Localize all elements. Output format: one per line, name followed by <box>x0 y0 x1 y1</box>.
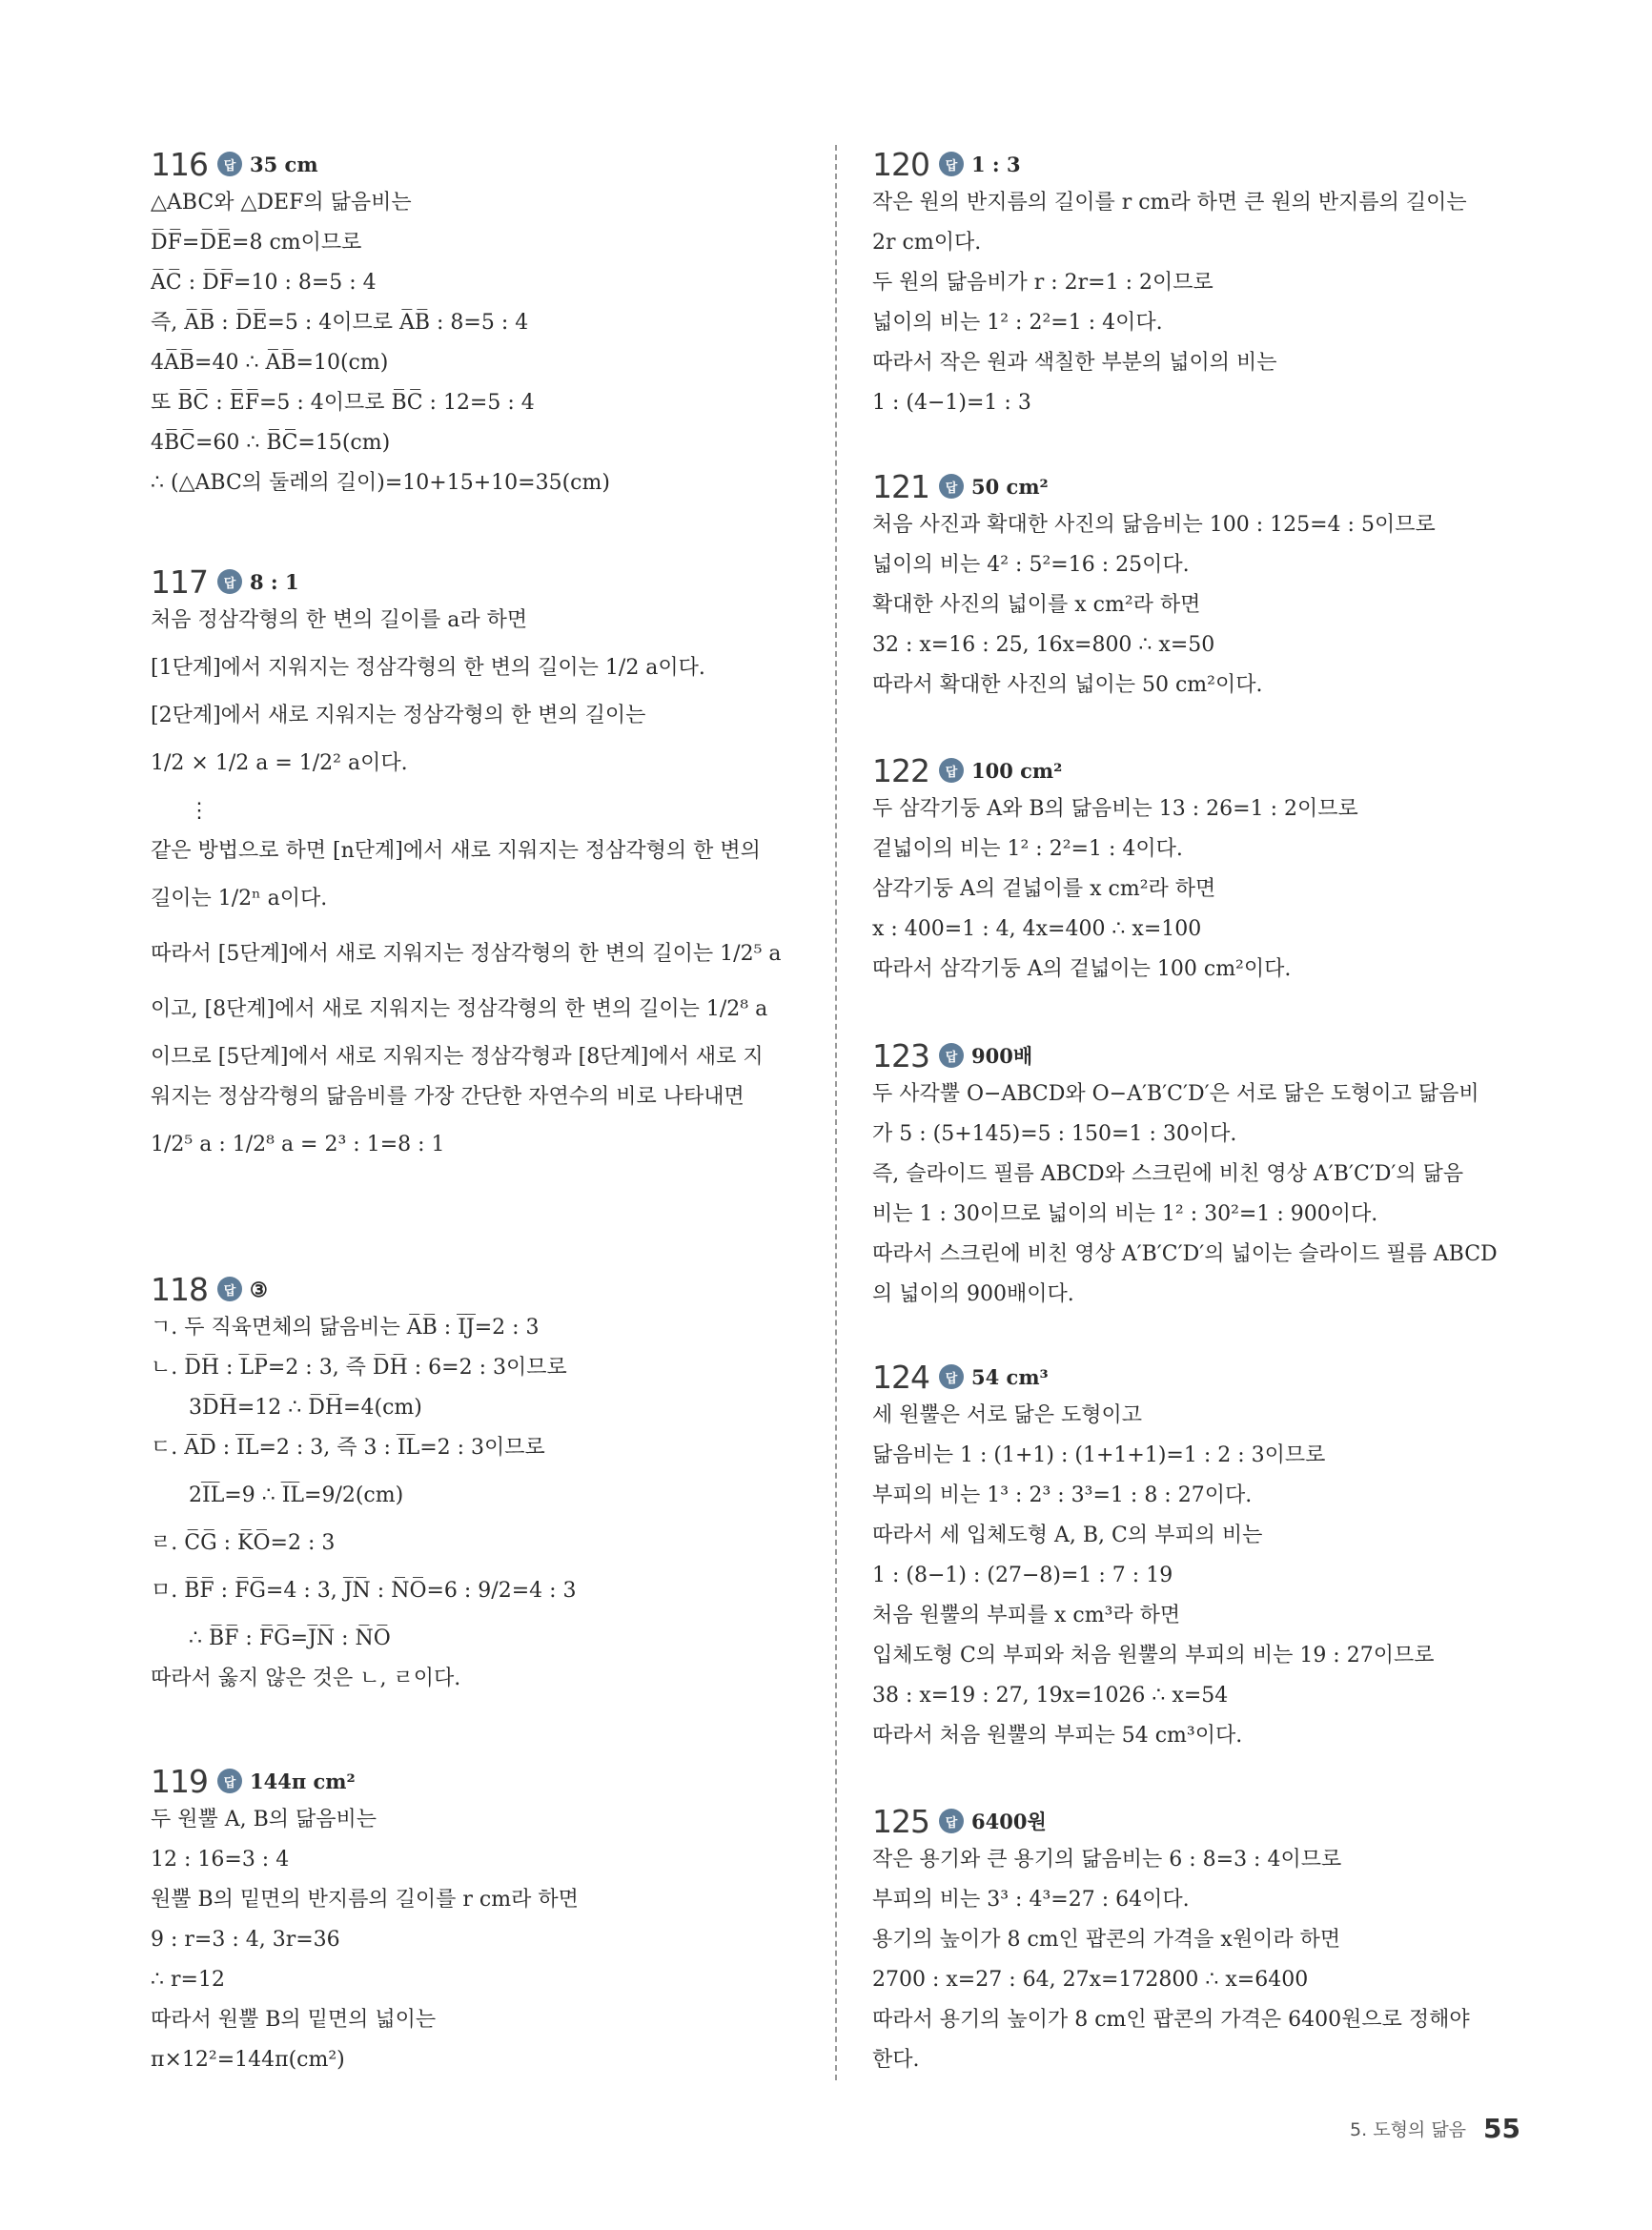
problem-124 <box>872 1358 1530 1756</box>
solution-line: π×12²=144π(cm²) <box>151 2048 345 2072</box>
problem-118 <box>151 1270 808 1699</box>
solution-line: 용기의 높이가 8 cm인 팝콘의 가격을 x원이라 하면 <box>872 1928 1341 1952</box>
problem-116 <box>151 145 808 503</box>
solution-line: 12 : 16=3 : 4 <box>151 1848 290 1872</box>
solution-line: ㄴ. D̅H̅ : L̅P̅=2 : 3, 즉 D̅H̅ : 6=2 : 3이므로 <box>151 1356 567 1380</box>
problem-header <box>151 563 808 601</box>
problem-header <box>872 751 1530 789</box>
solution-line: 즉, A̅B̅ : D̅E̅=5 : 4이므로 A̅B̅ : 8=5 : 4 <box>151 311 529 335</box>
solution-line: 따라서 스크린에 비친 영상 A′B′C′D′의 넓이는 슬라이드 필름 ABCD <box>872 1242 1498 1266</box>
solution-line: 따라서 작은 원과 색칠한 부분의 넓이의 비는 <box>872 351 1277 375</box>
answer-text: 54 cm³ <box>971 1364 1049 1389</box>
solution-line: ㅁ. B̅F̅ : F̅G̅=4 : 3, J̅N̅ : N̅O̅=6 : 9/2=4 : 3 <box>151 1579 577 1603</box>
answer-text: 35 cm <box>250 152 318 176</box>
page-footer <box>1350 2113 1520 2144</box>
solution-line: △ABC와 △DEF의 닮음비는 <box>151 191 412 215</box>
solution-line: 닮음비는 1 : (1+1) : (1+1+1)=1 : 2 : 3이므로 <box>872 1443 1326 1467</box>
solution-line: 넓이의 비는 4² : 5²=16 : 25이다. <box>872 553 1190 577</box>
solution-line: 비는 1 : 30이므로 넓이의 비는 1² : 30²=1 : 900이다. <box>872 1202 1378 1226</box>
solution-line: 이고, [8단계]에서 새로 지워지는 정삼각형의 한 변의 길이는 1/2⁸ a <box>151 997 768 1021</box>
solution-line: 따라서 처음 원뿔의 부피는 54 cm³이다. <box>872 1724 1243 1748</box>
problem-120 <box>872 145 1530 423</box>
solution-line: 워지는 정삼각형의 닮음비를 가장 간단한 자연수의 비로 나타내면 <box>151 1085 744 1109</box>
problem-number: 119 <box>151 1762 208 1800</box>
solution-line: 따라서 세 입체도형 A, B, C의 부피의 비는 <box>872 1524 1263 1547</box>
solution-line: 두 사각뿔 O−ABCD와 O−A′B′C′D′은 서로 닮은 도형이고 닮음비 <box>872 1082 1479 1106</box>
solution-line: 한다. <box>872 2048 920 2072</box>
solution-line: 겉넓이의 비는 1² : 2²=1 : 4이다. <box>872 837 1183 861</box>
answer-badge: 답 <box>939 1809 964 1833</box>
solution-line: ∴ r=12 <box>151 1968 225 1992</box>
solution-line: 입체도형 C의 부피와 처음 원뿔의 부피의 비는 19 : 27이므로 <box>872 1644 1435 1667</box>
solution-line: 처음 원뿔의 부피를 x cm³라 하면 <box>872 1604 1181 1627</box>
problem-header <box>872 1802 1530 1840</box>
answer-badge: 답 <box>939 152 964 176</box>
solution-line: ㄹ. C̅G̅ : K̅O̅=2 : 3 <box>151 1531 336 1555</box>
problem-121 <box>872 467 1530 706</box>
problem-117 <box>151 563 808 1173</box>
solution-line: ⋮ <box>189 799 210 823</box>
solution-line: 1 : (4−1)=1 : 3 <box>872 391 1031 415</box>
solution-line: 4B̅C̅=60 ∴ B̅C̅=15(cm) <box>151 431 391 455</box>
answer-badge: 답 <box>939 1364 964 1389</box>
solution-line: 확대한 사진의 넓이를 x cm²라 하면 <box>872 593 1201 617</box>
solution-line: 넓이의 비는 1² : 2²=1 : 4이다. <box>872 311 1163 335</box>
solution-line: 3D̅H̅=12 ∴ D̅H̅=4(cm) <box>189 1396 422 1420</box>
solution-line: 삼각기둥 A의 겉넓이를 x cm²라 하면 <box>872 877 1216 901</box>
solution-line: 따라서 원뿔 B의 밑면의 넓이는 <box>151 2008 437 2032</box>
problem-header <box>872 145 1530 183</box>
problem-number: 117 <box>151 563 208 601</box>
problem-number: 116 <box>151 145 208 183</box>
problem-122 <box>872 751 1530 990</box>
solution-line: 가 5 : (5+145)=5 : 150=1 : 30이다. <box>872 1122 1237 1146</box>
answer-badge: 답 <box>217 1769 242 1793</box>
answer-badge: 답 <box>939 474 964 499</box>
problem-123 <box>872 1036 1530 1315</box>
solution-line: 길이는 1/2ⁿ a이다. <box>151 887 328 910</box>
answer-badge: 답 <box>939 758 964 783</box>
problem-header <box>151 1270 808 1308</box>
solution-line: 세 원뿔은 서로 닮은 도형이고 <box>872 1403 1142 1427</box>
solution-line: 처음 정삼각형의 한 변의 길이를 a라 하면 <box>151 608 528 632</box>
answer-text: 900배 <box>971 1044 1033 1068</box>
solution-line: 32 : x=16 : 25, 16x=800 ∴ x=50 <box>872 633 1215 657</box>
page-number: 55 <box>1483 2113 1520 2144</box>
solution-line: 따라서 확대한 사진의 넓이는 50 cm²이다. <box>872 673 1263 697</box>
problem-125 <box>872 1802 1530 2080</box>
problem-header <box>151 1762 808 1800</box>
solution-line: 처음 사진과 확대한 사진의 닮음비는 100 : 125=4 : 5이므로 <box>872 513 1436 537</box>
solution-line: ㄷ. A̅D̅ : I̅L̅=2 : 3, 즉 3 : I̅L̅=2 : 3이므로 <box>151 1436 545 1460</box>
answer-text: 100 cm² <box>971 758 1063 783</box>
answer-badge: 답 <box>217 1277 242 1301</box>
solution-line: 원뿔 B의 밑면의 반지름의 길이를 r cm라 하면 <box>151 1888 579 1912</box>
answer-badge: 답 <box>939 1043 964 1068</box>
solution-line: 두 원뿔 A, B의 닮음비는 <box>151 1808 377 1831</box>
solution-line: 따라서 용기의 높이가 8 cm인 팝콘의 가격은 6400원으로 정해야 <box>872 2008 1470 2032</box>
problem-number: 118 <box>151 1270 208 1308</box>
solution-line: A̅C̅ : D̅F̅=10 : 8=5 : 4 <box>151 271 377 295</box>
solution-line: 의 넓이의 900배이다. <box>872 1282 1074 1306</box>
solution-line: 2r cm이다. <box>872 231 982 255</box>
solution-line: [2단계]에서 새로 지워지는 정삼각형의 한 변의 길이는 <box>151 704 646 727</box>
answer-text: 50 cm² <box>971 474 1049 499</box>
solution-line: 두 원의 닮음비가 r : 2r=1 : 2이므로 <box>872 271 1214 295</box>
solution-line: 같은 방법으로 하면 [n단계]에서 새로 지워지는 정삼각형의 한 변의 <box>151 839 761 863</box>
solution-line: 따라서 [5단계]에서 새로 지워지는 정삼각형의 한 변의 길이는 1/2⁵ a <box>151 942 782 966</box>
solution-line: 1/2 × 1/2 a = 1/2² a이다. <box>151 751 408 775</box>
solution-line: 이므로 [5단계]에서 새로 지워지는 정삼각형과 [8단계]에서 새로 지 <box>151 1045 764 1069</box>
answer-badge: 답 <box>217 152 242 176</box>
solution-line: 두 삼각기둥 A와 B의 닮음비는 13 : 26=1 : 2이므로 <box>872 797 1358 821</box>
solution-line: 부피의 비는 1³ : 2³ : 3³=1 : 8 : 27이다. <box>872 1483 1253 1507</box>
answer-text: 8 : 1 <box>250 569 299 594</box>
solution-line: D̅F̅=D̅E̅=8 cm이므로 <box>151 231 362 255</box>
problem-number: 123 <box>872 1036 929 1074</box>
solution-line: 1 : (8−1) : (27−8)=1 : 7 : 19 <box>872 1564 1173 1587</box>
problem-header <box>872 467 1530 505</box>
problem-number: 121 <box>872 467 929 505</box>
problem-119 <box>151 1762 808 2080</box>
solution-line: x : 400=1 : 4, 4x=400 ∴ x=100 <box>872 917 1202 941</box>
solution-line: ∴ B̅F̅ : F̅G̅=J̅N̅ : N̅O̅ <box>189 1626 391 1650</box>
problem-number: 122 <box>872 751 929 789</box>
solution-line: 부피의 비는 3³ : 4³=27 : 64이다. <box>872 1888 1190 1912</box>
solution-line: ㄱ. 두 직육면체의 닮음비는 A̅B̅ : I̅J̅=2 : 3 <box>151 1316 540 1340</box>
chapter-title: 5. 도형의 닮음 <box>1350 2119 1467 2140</box>
answer-text: ③ <box>250 1277 268 1301</box>
problem-header <box>872 1358 1530 1396</box>
solution-line: 작은 원의 반지름의 길이를 r cm라 하면 큰 원의 반지름의 길이는 <box>872 191 1467 215</box>
problem-number: 124 <box>872 1358 929 1396</box>
solution-line: 9 : r=3 : 4, 3r=36 <box>151 1928 340 1952</box>
solution-line: 또 B̅C̅ : E̅F̅=5 : 4이므로 B̅C̅ : 12=5 : 4 <box>151 391 535 415</box>
column-divider <box>835 145 837 2080</box>
solution-line: 1/2⁵ a : 1/2⁸ a = 2³ : 1=8 : 1 <box>151 1133 445 1156</box>
solution-line: ∴ (△ABC의 둘레의 길이)=10+15+10=35(cm) <box>151 471 610 495</box>
problem-number: 125 <box>872 1802 929 1840</box>
solution-line: 즉, 슬라이드 필름 ABCD와 스크린에 비친 영상 A′B′C′D′의 닮음 <box>872 1162 1464 1186</box>
answer-text: 6400원 <box>971 1810 1047 1833</box>
problem-header <box>151 145 808 183</box>
solution-line: 2I̅L̅=9 ∴ I̅L̅=9/2(cm) <box>189 1483 404 1507</box>
solution-line: [1단계]에서 지워지는 정삼각형의 한 변의 길이는 1/2 a이다. <box>151 656 705 680</box>
solution-line: 38 : x=19 : 27, 19x=1026 ∴ x=54 <box>872 1684 1229 1708</box>
answer-text: 144π cm² <box>250 1769 356 1793</box>
answer-badge: 답 <box>217 569 242 594</box>
solution-line: 따라서 옳지 않은 것은 ㄴ, ㄹ이다. <box>151 1667 461 1690</box>
solution-line: 4A̅B̅=40 ∴ A̅B̅=10(cm) <box>151 351 389 375</box>
solution-line: 따라서 삼각기둥 A의 겉넓이는 100 cm²이다. <box>872 957 1292 981</box>
answer-text: 1 : 3 <box>971 152 1021 176</box>
problem-number: 120 <box>872 145 929 183</box>
solution-line: 작은 용기와 큰 용기의 닮음비는 6 : 8=3 : 4이므로 <box>872 1848 1342 1872</box>
problem-header <box>872 1036 1530 1074</box>
solution-line: 2700 : x=27 : 64, 27x=172800 ∴ x=6400 <box>872 1968 1309 1992</box>
